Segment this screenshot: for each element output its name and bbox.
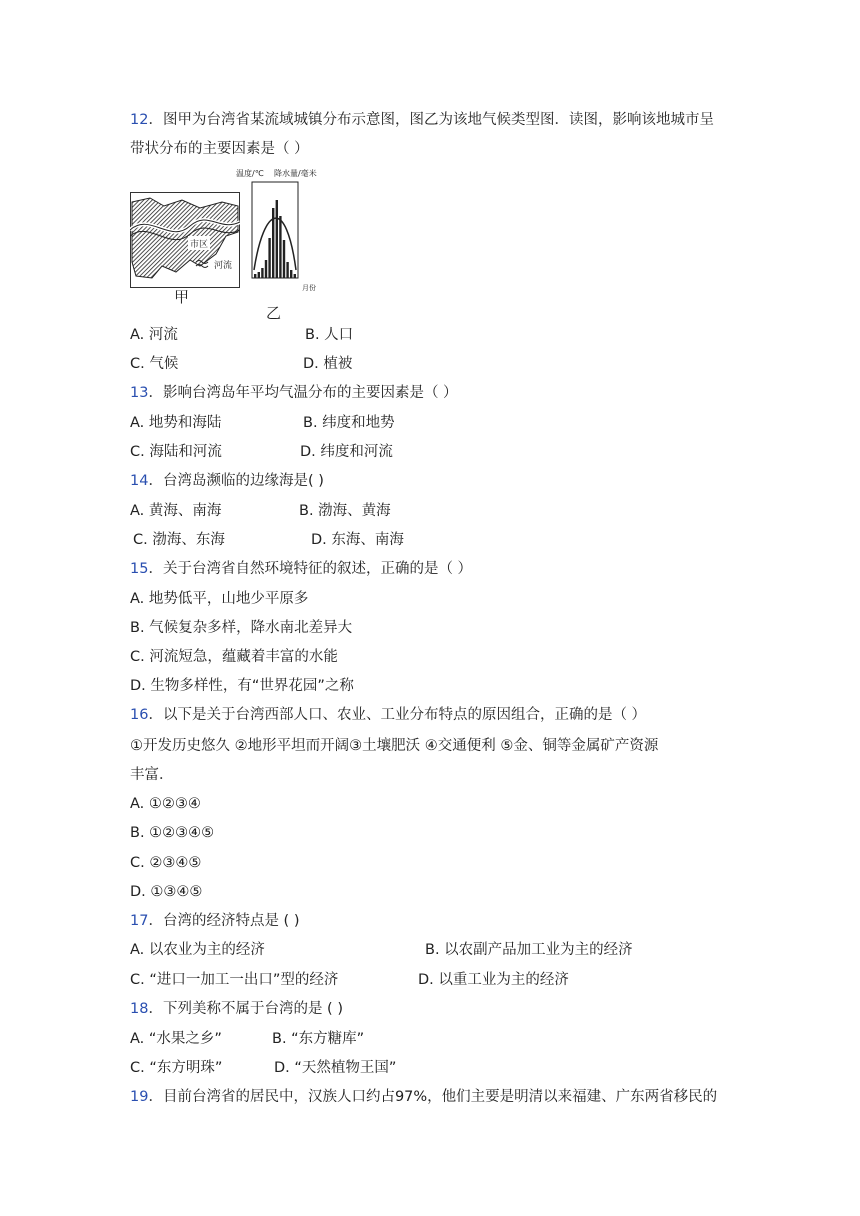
q13-option-b[interactable]: B. 纬度和地势 [303,415,395,431]
q14-option-b[interactable]: B. 渤海、黄海 [299,503,391,519]
q16-option-a[interactable]: A. ①②③④ [130,796,201,812]
q14-option-a[interactable]: A. 黄海、南海 [130,503,222,519]
precip-bar [254,274,256,278]
precip-bar [261,268,263,278]
precip-bar [276,200,278,278]
figure-jia-map [130,192,240,288]
q18-stem: 18．下列美称不属于台湾的是 ( ) [130,1001,343,1017]
q17-option-b[interactable]: B. 以农副产品加工业为主的经济 [425,942,633,958]
q15-stem: 15．关于台湾省自然环境特征的叙述，正确的是（ ） [130,561,473,577]
q15-option-a[interactable]: A. 地势低平，山地少平原多 [130,591,309,607]
figure-jia-caption: 甲 [174,288,190,306]
q12-option-a[interactable]: A. 河流 [130,327,178,343]
q16-items-line1: ①开发历史悠久 ②地形平坦而开阔③土壤肥沃 ④交通便利 ⑤金、铜等金属矿产资源 [130,738,659,754]
q12-option-c[interactable]: C. 气候 [130,356,179,372]
precip-bar [286,262,288,278]
q12-stem-line2: 带状分布的主要因素是（ ） [130,141,309,157]
q17-option-a[interactable]: A. 以农业为主的经济 [130,942,265,958]
q14-option-c[interactable]: C. 渤海、东海 [133,532,225,548]
precip-bar [283,240,285,278]
figure-jia-city-label: 市区 [190,240,209,250]
q18-option-b[interactable]: B. “东方糖库” [272,1031,365,1047]
precip-bar [258,272,260,278]
q13-option-d[interactable]: D. 纬度和河流 [300,444,393,460]
figure-yi-temp-label: 温度/℃ [236,169,264,178]
precip-bar [290,270,292,278]
q15-option-d[interactable]: D. 生物多样性，有“世界花园”之称 [130,678,354,694]
precip-bar [265,260,267,278]
q16-option-c[interactable]: C. ②③④⑤ [130,855,202,871]
q16-items-line2: 丰富． [130,767,174,783]
q17-stem: 17．台湾的经济特点是 ( ) [130,913,300,929]
q16-option-d[interactable]: D. ①③④⑤ [130,884,203,900]
q13-stem: 13．影响台湾岛年平均气温分布的主要因素是（ ） [130,385,458,401]
precip-bar [279,216,281,278]
q14-stem: 14．台湾岛濒临的边缘海是( ) [130,473,324,489]
q17-option-c[interactable]: C. “进口一加工一出口”型的经济 [130,972,339,988]
q12-stem-line1: 12．图甲为台湾省某流域城镇分布示意图，图乙为该地气候类型图．读图，影响该地城市呈 [130,112,714,128]
precip-bar [268,238,270,278]
figure-yi-caption: 乙 [266,304,282,322]
q14-option-d[interactable]: D. 东海、南海 [311,532,404,548]
q16-stem: 16．以下是关于台湾西部人口、农业、工业分布特点的原因组合，正确的是（ ） [130,707,647,723]
q13-option-a[interactable]: A. 地势和海陆 [130,415,222,431]
q13-option-c[interactable]: C. 海陆和河流 [130,444,222,460]
q17-option-d[interactable]: D. 以重工业为主的经济 [418,972,569,988]
q18-option-a[interactable]: A. “水果之乡” [130,1031,222,1047]
figure-jia-river-label: 河流 [214,261,233,271]
q15-option-c[interactable]: C. 河流短急，蕴藏着丰富的水能 [130,649,338,665]
q18-option-c[interactable]: C. “东方明珠” [130,1060,223,1076]
q16-option-b[interactable]: B. ①②③④⑤ [130,825,215,841]
q12-number: 12 [130,112,149,128]
figure-yi-rain-label: 降水量/毫米 [274,169,317,178]
q19-stem: 19．目前台湾省的居民中，汉族人口约占97%，他们主要是明清以来福建、广东两省移民的 [130,1089,718,1105]
figure-yi-month-label: 月份 [302,284,316,292]
figure-yi-climate-chart [236,166,318,292]
q15-option-b[interactable]: B. 气候复杂多样，降水南北差异大 [130,620,353,636]
q12-option-d[interactable]: D. 植被 [303,356,353,372]
q12-option-b[interactable]: B. 人口 [305,327,354,343]
q18-option-d[interactable]: D. “天然植物王国” [274,1060,397,1076]
precip-bar [294,274,296,278]
